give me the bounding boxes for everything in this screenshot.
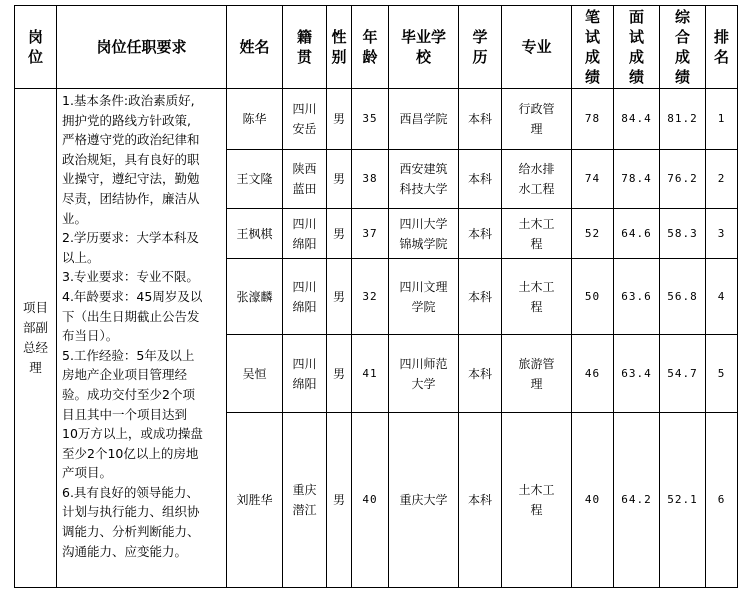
school: 重庆大学 (389, 413, 459, 588)
total-score: 54.7 (660, 335, 706, 413)
rank: 6 (706, 413, 738, 588)
gender: 男 (327, 89, 352, 150)
age: 37 (352, 209, 389, 259)
header-native: 籍 贯 (283, 6, 327, 89)
rank: 2 (706, 150, 738, 209)
major: 行政管 理 (502, 89, 572, 150)
education: 本科 (459, 259, 502, 335)
candidate-name: 王文隆 (227, 150, 283, 209)
native-place: 重庆 潜江 (283, 413, 327, 588)
gender: 男 (327, 259, 352, 335)
education: 本科 (459, 335, 502, 413)
major: 土木工 程 (502, 413, 572, 588)
header-written-score (572, 6, 614, 89)
results-table (14, 5, 738, 588)
header-post: 岗 位 (15, 6, 57, 89)
header-school-label: 毕业学校 (400, 28, 446, 66)
header-requirements: 岗位任职要求 (57, 6, 227, 89)
header-school (389, 6, 459, 89)
total-score: 58.3 (660, 209, 706, 259)
major: 旅游管 理 (502, 335, 572, 413)
header-interview-score-label: 面试成绩 (628, 8, 644, 86)
education: 本科 (459, 209, 502, 259)
school: 西安建筑 科技大学 (389, 150, 459, 209)
header-row (15, 6, 738, 89)
written-score: 52 (572, 209, 614, 259)
interview-score: 84.4 (614, 89, 660, 150)
native-place: 陕西 蓝田 (283, 150, 327, 209)
header-major: 专业 (502, 6, 572, 89)
age: 32 (352, 259, 389, 335)
education: 本科 (459, 413, 502, 588)
header-total-score (660, 6, 706, 89)
candidate-name: 刘胜华 (227, 413, 283, 588)
rank: 4 (706, 259, 738, 335)
interview-score: 63.6 (614, 259, 660, 335)
header-age: 年 龄 (352, 6, 389, 89)
post-cell: 项目 部副 总经 理 (15, 89, 57, 588)
gender: 男 (327, 335, 352, 413)
school: 四川大学 锦城学院 (389, 209, 459, 259)
gender: 男 (327, 413, 352, 588)
age: 41 (352, 335, 389, 413)
major: 土木工 程 (502, 209, 572, 259)
header-education: 学 历 (459, 6, 502, 89)
gender: 男 (327, 209, 352, 259)
candidate-name: 王枫棋 (227, 209, 283, 259)
native-place: 四川 绵阳 (283, 259, 327, 335)
education: 本科 (459, 150, 502, 209)
header-rank: 排 名 (706, 6, 738, 89)
school: 四川师范 大学 (389, 335, 459, 413)
education: 本科 (459, 89, 502, 150)
school: 四川文理 学院 (389, 259, 459, 335)
interview-score: 64.6 (614, 209, 660, 259)
interview-score: 63.4 (614, 335, 660, 413)
interview-score: 78.4 (614, 150, 660, 209)
header-name: 姓名 (227, 6, 283, 89)
native-place: 四川 安岳 (283, 89, 327, 150)
age: 40 (352, 413, 389, 588)
header-written-score-label: 笔试成绩 (584, 8, 600, 86)
candidate-name: 张濠麟 (227, 259, 283, 335)
age: 35 (352, 89, 389, 150)
total-score: 76.2 (660, 150, 706, 209)
written-score: 46 (572, 335, 614, 413)
age: 38 (352, 150, 389, 209)
written-score: 78 (572, 89, 614, 150)
header-total-score-label: 综合成绩 (674, 8, 690, 86)
table-row (15, 89, 738, 150)
total-score: 81.2 (660, 89, 706, 150)
gender: 男 (327, 150, 352, 209)
written-score: 74 (572, 150, 614, 209)
native-place: 四川 绵阳 (283, 335, 327, 413)
interview-score: 64.2 (614, 413, 660, 588)
total-score: 52.1 (660, 413, 706, 588)
school: 西昌学院 (389, 89, 459, 150)
rank: 3 (706, 209, 738, 259)
major: 土木工 程 (502, 259, 572, 335)
total-score: 56.8 (660, 259, 706, 335)
candidate-name: 陈华 (227, 89, 283, 150)
header-interview-score (614, 6, 660, 89)
candidate-name: 吴恒 (227, 335, 283, 413)
requirements-cell: 1.基本条件:政治素质好, 拥护党的路线方针政策, 严格遵守党的政治纪律和 政治规矩，具有良好的职 业操守，遵纪守法，勤勉 尽责，团结协作，廉洁从 业。 2.学历要求：大学本科及 以上。 3.专业要求：专业不限。 4.年龄要求：45周岁及以 下（出生日期截止公告发 布当日）。 5.工作经验：5年及以上 房地产企业项目管理经 验。成功交付至少2个项 目且其中一个项目达到 10万方以上，或成功操盘 至少2个10亿以上的房地 产项目。 6.具有良好的领导能力、 计划与执行能力、组织协 调能力、分析判断能力、 沟通能力、应变能力。 (57, 89, 227, 588)
rank: 1 (706, 89, 738, 150)
header-gender: 性 别 (327, 6, 352, 89)
rank: 5 (706, 335, 738, 413)
native-place: 四川 绵阳 (283, 209, 327, 259)
written-score: 40 (572, 413, 614, 588)
major: 给水排 水工程 (502, 150, 572, 209)
written-score: 50 (572, 259, 614, 335)
